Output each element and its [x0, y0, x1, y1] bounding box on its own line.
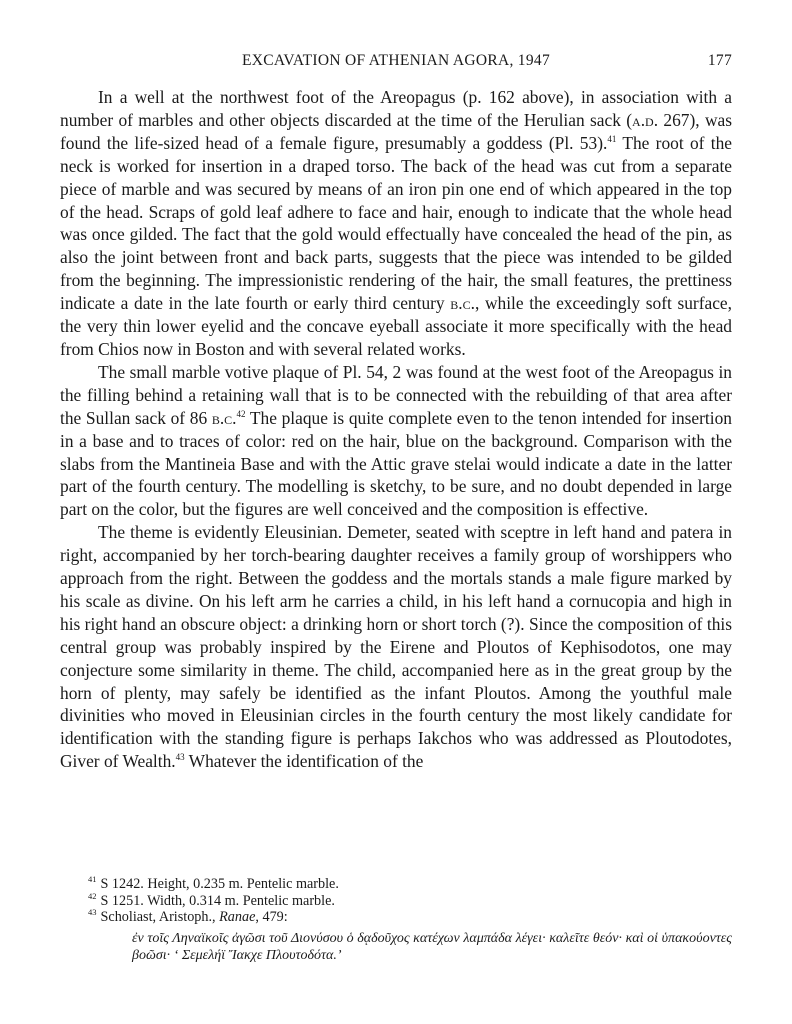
footnote-text: , 479: — [255, 909, 288, 926]
text-run: The root of the neck is worked for insertion in a draped torso. The back of the head was cut from a separate piece of marble and was secured by means of an iron pin one end of which appeared in the top of the head. Scraps of gold leaf adhere to face and hair, enough to indicate that the whole head was once gilded. The fact that the gold would effectually have concealed the head of the pin, as also the joint between front and back parts, suggests that the piece was intended to be gilded from the beginning. The impressionistic rendering of the hair, the small features, the prettiness indicate a date in the late fourth or early third century — [60, 132, 732, 314]
footnote-mark: 43 — [88, 907, 97, 918]
body-text — [60, 86, 732, 773]
footnote-41 — [88, 876, 732, 893]
era-abbreviation: a.d. — [632, 109, 659, 130]
paragraph-areopagus-head — [60, 86, 732, 361]
era-abbreviation: b.c. — [211, 407, 237, 428]
paragraph-eleusinian-theme — [60, 521, 732, 773]
text-run: Whatever the identification of the — [184, 751, 424, 772]
text-run: In a well at the northwest foot of the Areopagus (p. 162 above), in association with a number of marbles and other objects discarded at the time of the Herulian sack ( — [60, 87, 732, 130]
work-title: Ranae — [219, 909, 256, 926]
footnote-43 — [88, 909, 732, 926]
text-run: The small marble votive plaque of Pl. 54, 2 was found at the west foot of the Areopagus in the filling behind a retaining wall that is to be connected with the rebuilding of that area after the Sullan sack of 86 — [60, 361, 732, 428]
running-title: EXCAVATION OF ATHENIAN AGORA, 1947 — [241, 52, 551, 69]
text-run: 267), was found the life-sized head of a female figure, presumably a goddess (Pl. 53). — [60, 109, 732, 153]
page-number: 177 — [707, 52, 732, 69]
paragraph-votive-plaque — [60, 361, 732, 521]
footnote-mark: 42 — [88, 890, 97, 901]
footnote-text: S 1242. Height, 0.235 m. Pentelic marble. — [100, 876, 339, 892]
footnote-mark: 41 — [88, 874, 97, 885]
footnote-ref-43[interactable]: 43 — [175, 752, 185, 763]
era-abbreviation: b.c. — [450, 293, 475, 314]
footnote-text: S 1251. Width, 0.314 m. Pentelic marble. — [100, 892, 335, 909]
running-head — [60, 52, 732, 74]
footnote-ref-42[interactable]: 42 — [236, 408, 246, 419]
text-run: , while the exceedingly soft surface, the very thin lower eyelid and the concave eyeball associate it more specifically with the head from Chios now in Boston and with several related works. — [60, 293, 732, 359]
footnote-ref-41[interactable]: 41 — [607, 134, 617, 145]
footnotes — [88, 876, 732, 965]
text-run: The theme is evidently Eleusinian. Demeter, seated with sceptre in left hand and patera in right, accompanied by her torch-bearing daughter receives a family group of worshippers who approach from the right. Between the goddess and the mortals stands a male figure marked by his scale as divine. On his left arm he carries a child, in his left hand a cornucopia and high in his right hand an obscure object: a drinking horn or short torch (?). Since the composition of this central group was probably inspired by the Eirene and Ploutos of Kephisodotos, one may conjecture some similarity in theme. The child, accompanied here as in the great group by the horn of plenty, may safely be identified as the infant Ploutos. Among the youthful male divinities who moved in Eleusinian circles in the fourth century the most likely candidate for identification with the standing figure is perhaps Iakchos who was addressed as Ploutodotes, Giver of Wealth. — [60, 522, 732, 772]
text-run: The plaque is quite complete even to the tenon intended for insertion in a base and to traces of color: red on the hair, blue on the background. Comparison with the slabs from the Mantineia Base and with the Attic grave stelai would indicate a date in the latter part of the fourth century. The modelling is sketchy, to be sure, and no doubt depended in large part on the color, but the figures are well conceived and the composition is effective. — [60, 407, 732, 520]
greek-quotation: ἐν τοῖς Ληναϊκοῖς ἀγῶσι τοῦ Διονύσου ὁ δᾳδοῦχος κατέχων λαμπάδα λέγει· καλεῖτε θεόν· καὶ οἱ ὑπακούοντες βοῶσι· ‘ Σεμελήϊ Ἴακχε Πλουτοδότα.’ — [132, 930, 732, 964]
footnote-42 — [88, 890, 732, 910]
footnote-text: Scholiast, Aristoph., — [100, 909, 220, 926]
